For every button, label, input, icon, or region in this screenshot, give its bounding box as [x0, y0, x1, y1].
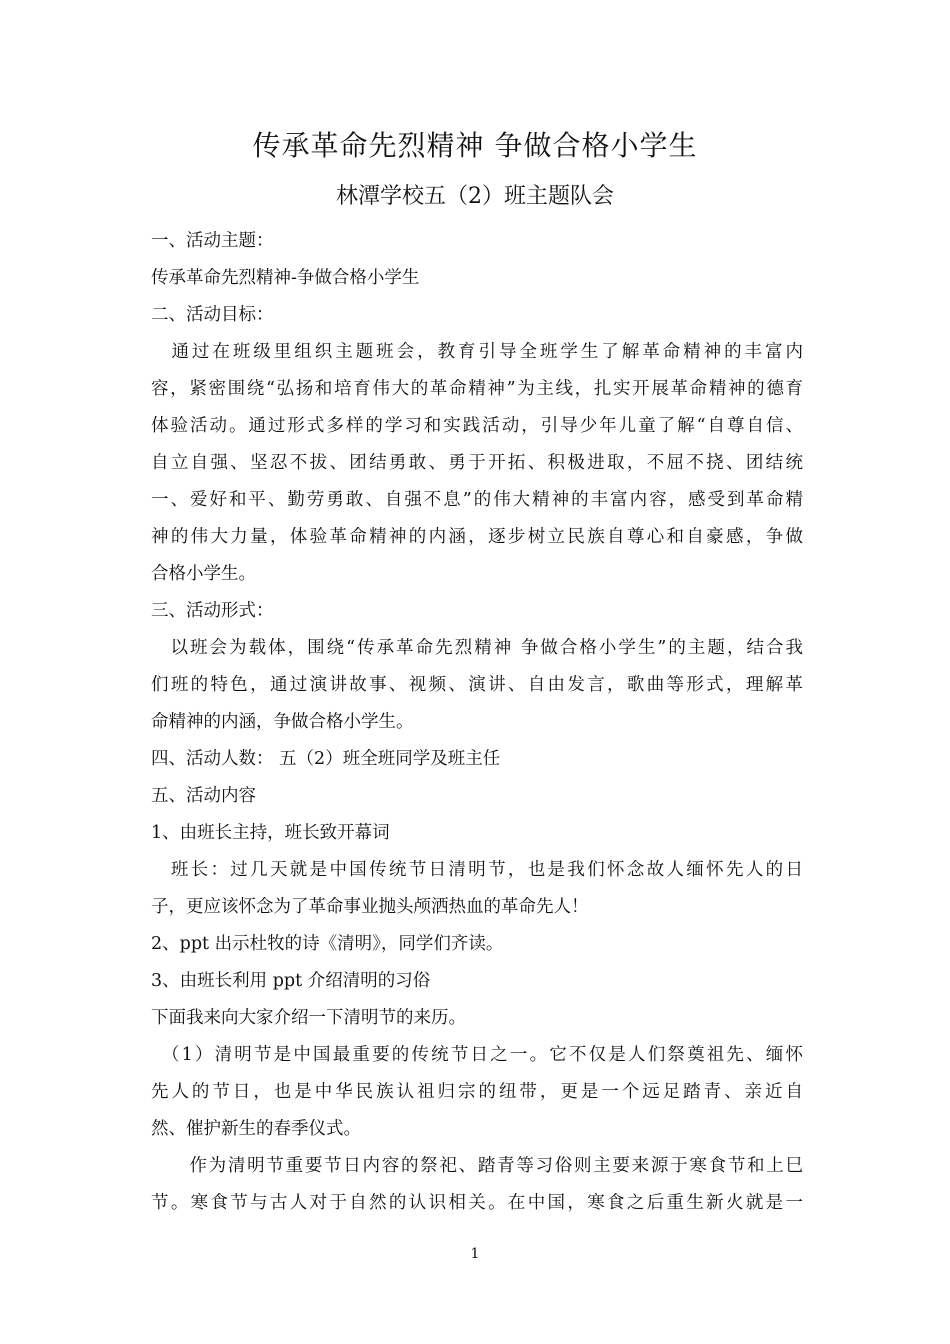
- body-line: 五、活动内容: [151, 786, 256, 806]
- body-line: 作为清明节重要节日内容的祭祀、踏青等习俗则主要来源于寒食节和上巳: [151, 1156, 803, 1176]
- body-line: 们班的特色，通过演讲故事、视频、演讲、自由发言，歌曲等形式，理解革: [151, 675, 803, 695]
- body-line: 然、催护新生的春季仪式。: [151, 1119, 361, 1139]
- body-line: （1）清明节是中国最重要的传统节日之一。它不仅是人们祭奠祖先、缅怀: [151, 1045, 803, 1065]
- body-line: 容，紧密围绕“弘扬和培育伟大的革命精神”为主线，扎实开展革命精神的德育: [151, 379, 803, 399]
- body-line: 一、活动主题：: [151, 231, 274, 251]
- body-line: 下面我来向大家介绍一下清明节的来历。: [151, 1008, 466, 1028]
- body-line: 命精神的内涵，争做合格小学生。: [151, 712, 414, 732]
- body-line: 三、活动形式：: [151, 601, 274, 621]
- body-line: 节。寒食节与古人对于自然的认识相关。在中国，寒食之后重生新火就是一: [151, 1193, 803, 1213]
- body-line: 体验活动。通过形式多样的学习和实践活动，引导少年儿童了解“自尊自信、: [151, 416, 803, 436]
- document-title: 传承革命先烈精神 争做合格小学生: [252, 129, 698, 162]
- document-subtitle: 林潭学校五（2）班主题队会: [336, 184, 614, 209]
- body-line: 合格小学生。: [151, 564, 256, 584]
- body-line: 1、由班长主持，班长致开幕词: [151, 823, 390, 843]
- body-line: 一、爱好和平、勤劳勇敢、自强不息”的伟大精神的丰富内容，感受到革命精: [151, 490, 803, 510]
- body-line: 四、活动人数： 五（2）班全班同学及班主任: [151, 749, 501, 769]
- document-body: [151, 223, 803, 1222]
- body-line: 以班会为载体，围绕“传承革命先烈精神 争做合格小学生”的主题，结合我: [151, 638, 803, 658]
- body-line: 2、ppt 出示杜牧的诗《清明》，同学们齐读。: [151, 934, 504, 954]
- page-number: 1: [470, 1246, 480, 1262]
- body-line: 通过在班级里组织主题班会，教育引导全班学生了解革命精神的丰富内: [151, 342, 803, 362]
- body-line: 先人的节日，也是中华民族认祖归宗的纽带，更是一个远足踏青、亲近自: [151, 1082, 803, 1102]
- body-line: 传承革命先烈精神-争做合格小学生: [151, 268, 420, 288]
- body-line: 自立自强、坚忍不拔、团结勇敢、勇于开拓、积极进取，不屈不挠、团结统: [151, 453, 803, 473]
- body-line: 二、活动目标：: [151, 305, 274, 325]
- body-line: 神的伟大力量，体验革命精神的内涵，逐步树立民族自尊心和自豪感，争做: [151, 527, 803, 547]
- body-line: 班长：过几天就是中国传统节日清明节，也是我们怀念故人缅怀先人的日: [151, 860, 803, 880]
- body-line: 3、由班长利用 ppt 介绍清明的习俗: [151, 971, 431, 991]
- body-line: 子，更应该怀念为了革命事业抛头颅洒热血的革命先人！: [151, 897, 589, 917]
